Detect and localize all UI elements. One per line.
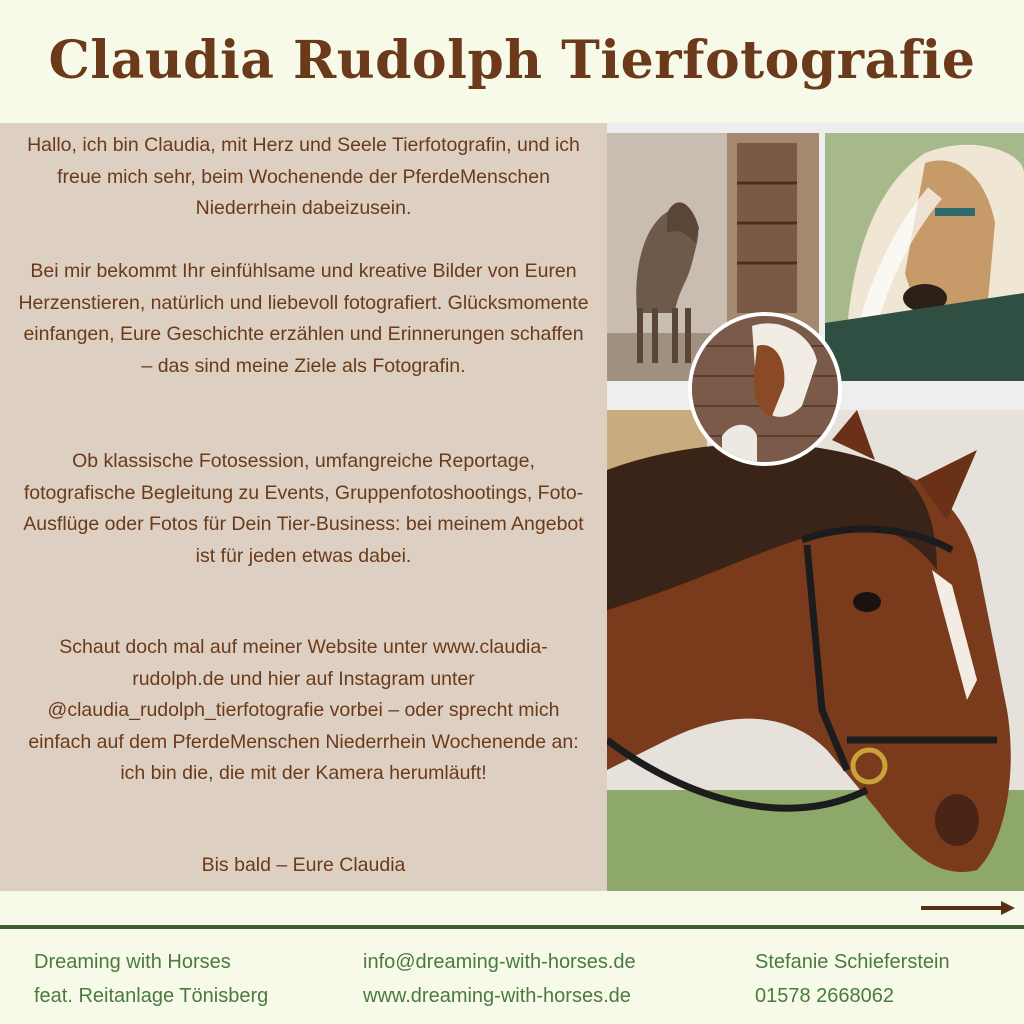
offer-paragraph: Ob klassische Fotosession, umfangreiche Reportage, fotografische Begleitung zu Events, Gruppenfotoshootings, Foto-Ausflüge oder Fotos für Dein Tier-Business: bei meinem Angebot ist für jeden etwas dabei. — [23, 450, 584, 567]
photo-pony-closeup — [825, 133, 1024, 381]
footer-contact-name: Stefanie Schieferstein — [755, 951, 950, 973]
page-title: Claudia Rudolph Tierfotografie — [48, 30, 976, 91]
contact-paragraph: Schaut doch mal auf meiner Website unter www.claudia-rudolph.de und hier auf Instagram unter @claudia_rudolph_tierfotografie vorbei – oder sprecht mich einfach auf dem PferdeMenschen Niederrhein Wochenende an: ich bin die, die mit der Kamera herumläuft! — [28, 636, 579, 784]
arrow-right-icon[interactable] — [921, 899, 1017, 917]
footer-org-venue: feat. Reitanlage Tönisberg — [34, 985, 269, 1007]
footer — [0, 929, 1024, 1024]
services-paragraph: Bei mir bekommt Ihr einfühlsame und kreative Bilder von Euren Herzenstieren, natürlich und liebevoll fotografiert. Glücksmomente einfangen, Eure Geschichte erzählen und Erinnerungen schaffen – das sind meine Ziele als Fotografin. — [18, 260, 589, 377]
footer-phone[interactable]: 01578 2668062 — [755, 985, 895, 1007]
bottom-band — [0, 891, 1024, 925]
photo-horse-dog-inset — [688, 312, 842, 466]
signoff-paragraph: Bis bald – Eure Claudia — [201, 854, 406, 876]
footer-website-link[interactable]: www.dreaming-with-horses.de — [363, 985, 631, 1007]
photo-bay-horse-portrait — [607, 410, 1024, 891]
intro-paragraph: Hallo, ich bin Claudia, mit Herz und Seele Tierfotografin, und ich freue mich sehr, beim Wochenende der PferdeMenschen Niederrhein dabeizusein. — [27, 134, 580, 219]
footer-org-name: Dreaming with Horses — [34, 951, 231, 973]
footer-email-link[interactable]: info@dreaming-with-horses.de — [363, 951, 636, 973]
